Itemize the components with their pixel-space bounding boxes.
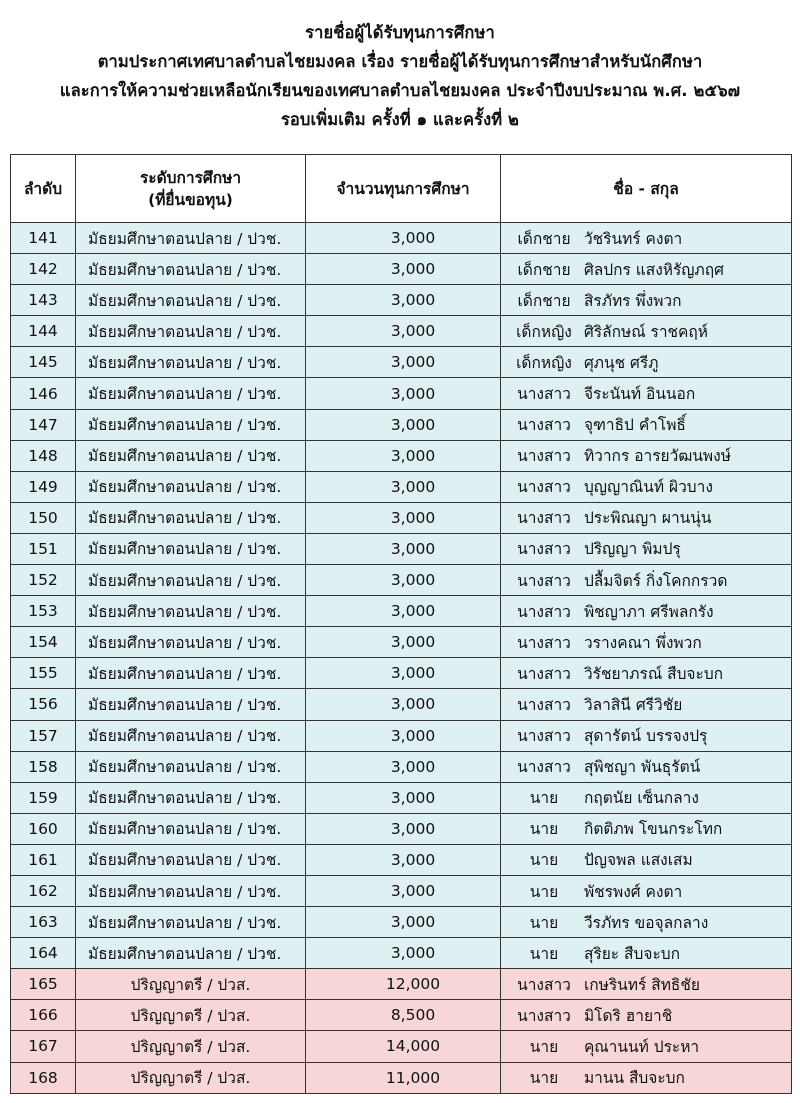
table-row [11,907,792,938]
row-full-name: มิโดริ ฮายาชิ [583,1006,673,1025]
table-row [11,533,792,564]
row-full-name: คุณานนท์ ประหา [583,1037,700,1056]
table-row [11,409,792,440]
row-amount-cell: 3,000 [306,378,501,409]
table-row [11,223,792,254]
row-name-prefix: นางสาว [517,509,571,528]
row-order-cell: 147 [11,409,76,440]
row-level-cell: มัธยมศึกษาตอนปลาย / ปวช. [76,316,306,347]
table-row [11,565,792,596]
row-amount-cell: 3,000 [306,782,501,813]
row-level-cell: มัธยมศึกษาตอนปลาย / ปวช. [76,596,306,627]
row-order-cell: 166 [11,1000,76,1031]
row-level-cell: มัธยมศึกษาตอนปลาย / ปวช. [76,471,306,502]
row-name-prefix: เด็กชาย [517,229,571,248]
row-name-cell [501,844,792,875]
table-row [11,689,792,720]
row-order-cell: 148 [11,440,76,471]
row-order-cell: 150 [11,502,76,533]
row-full-name: สุดารัตน์ บรรจงปรุ [583,727,708,746]
row-full-name: วีรภัทร ขอจุลกลาง [583,913,709,932]
row-name-prefix: นาย [529,789,559,808]
row-name-cell [501,1031,792,1062]
row-name-cell [501,875,792,906]
row-full-name: ปัญจพล แสงเสม [583,851,693,870]
row-name-cell [501,285,792,316]
column-header-level-line2: (ที่ยื่นขอทุน) [148,190,233,209]
row-full-name: ประพิณญา ผานนุ่น [583,509,712,528]
row-level-cell: ปริญญาตรี / ปวส. [76,1000,306,1031]
table-row [11,285,792,316]
row-name-prefix: นาย [529,1069,559,1088]
row-order-cell: 155 [11,658,76,689]
row-order-cell: 158 [11,751,76,782]
row-full-name: สุพิชญา พันธุรัตน์ [583,758,701,777]
table-row [11,316,792,347]
row-name-prefix: นางสาว [517,695,571,714]
row-name-prefix: เด็กชาย [517,260,571,279]
row-level-cell: มัธยมศึกษาตอนปลาย / ปวช. [76,347,306,378]
row-full-name: วิรัชยาภรณ์ สืบจะบก [583,664,724,683]
row-full-name: พิชญาภา ศรีพลกรัง [583,602,714,621]
row-level-cell: ปริญญาตรี / ปวส. [76,969,306,1000]
row-name-prefix: นาย [529,820,559,839]
row-level-cell: มัธยมศึกษาตอนปลาย / ปวช. [76,378,306,409]
row-order-cell: 145 [11,347,76,378]
row-amount-cell: 3,000 [306,658,501,689]
row-name-cell [501,720,792,751]
row-amount-cell: 8,500 [306,1000,501,1031]
table-row [11,596,792,627]
row-name-cell [501,596,792,627]
row-name-prefix: นางสาว [517,478,571,497]
row-full-name: จุฑาธิป คำโพธิ์ [583,416,686,435]
row-order-cell: 141 [11,223,76,254]
row-amount-cell: 3,000 [306,285,501,316]
row-name-prefix: เด็กหญิง [516,322,572,341]
column-header-order: ลำดับ [11,155,76,223]
row-name-prefix: นางสาว [517,975,571,994]
row-amount-cell: 3,000 [306,907,501,938]
announcement-detail-line: และการให้ความช่วยเหลือนักเรียนของเทศบาลตำบลไชยมงคล ประจำปีงบประมาณ พ.ศ. ๒๕๖๗ [59,81,741,100]
row-name-prefix: นางสาว [517,727,571,746]
table-row [11,347,792,378]
row-full-name: บุญญาณินท์ ผิวบาง [583,478,713,497]
row-full-name: สุริยะ สืบจะบก [583,944,680,963]
row-name-prefix: นาย [529,913,559,932]
table-row [11,720,792,751]
row-amount-cell: 3,000 [306,627,501,658]
row-amount-cell: 3,000 [306,502,501,533]
row-level-cell: ปริญญาตรี / ปวส. [76,1031,306,1062]
row-level-cell: มัธยมศึกษาตอนปลาย / ปวช. [76,627,306,658]
row-amount-cell: 3,000 [306,720,501,751]
scholarship-table [10,154,792,1094]
row-order-cell: 154 [11,627,76,658]
table-row [11,254,792,285]
row-amount-cell: 3,000 [306,813,501,844]
row-level-cell: มัธยมศึกษาตอนปลาย / ปวช. [76,533,306,564]
row-name-cell [501,751,792,782]
row-name-prefix: นาย [529,882,559,901]
row-amount-cell: 3,000 [306,533,501,564]
table-row [11,969,792,1000]
row-amount-cell: 3,000 [306,596,501,627]
row-name-prefix: เด็กหญิง [516,353,572,372]
row-name-prefix: นางสาว [517,447,571,466]
row-order-cell: 160 [11,813,76,844]
row-name-prefix: นางสาว [517,633,571,652]
row-name-prefix: นางสาว [517,385,571,404]
row-level-cell: มัธยมศึกษาตอนปลาย / ปวช. [76,720,306,751]
row-amount-cell: 3,000 [306,223,501,254]
row-level-cell: มัธยมศึกษาตอนปลาย / ปวช. [76,409,306,440]
table-row [11,502,792,533]
row-order-cell: 162 [11,875,76,906]
row-amount-cell: 3,000 [306,316,501,347]
row-name-prefix: นาย [529,1037,559,1056]
row-full-name: สิรภัทร พึ่งพวก [583,291,682,310]
table-row [11,938,792,969]
row-name-cell [501,565,792,596]
row-amount-cell: 3,000 [306,347,501,378]
row-order-cell: 156 [11,689,76,720]
row-order-cell: 161 [11,844,76,875]
row-name-cell [501,689,792,720]
row-full-name: ศิลปกร แสงหิรัญภฤศ [583,260,724,279]
column-header-level-line1: ระดับการศึกษา [139,168,242,187]
row-full-name: พัชรพงศ์ คงตา [583,882,683,901]
row-full-name: ปลื้มจิตร์ กิ่งโคกกรวด [583,571,728,590]
document-header [0,0,800,134]
row-order-cell: 153 [11,596,76,627]
row-full-name: กิตติภพ โขนกระโทก [583,820,723,839]
table-row [11,813,792,844]
table-row [11,844,792,875]
row-order-cell: 168 [11,1062,76,1093]
row-amount-cell: 3,000 [306,689,501,720]
row-name-cell [501,440,792,471]
row-level-cell: มัธยมศึกษาตอนปลาย / ปวช. [76,285,306,316]
row-level-cell: มัธยมศึกษาตอนปลาย / ปวช. [76,813,306,844]
row-full-name: ทิวากร อารยวัฒนพงษ์ [583,447,731,466]
row-level-cell: มัธยมศึกษาตอนปลาย / ปวช. [76,782,306,813]
row-full-name: จีระนันท์ อินนอก [583,385,696,404]
row-amount-cell: 3,000 [306,254,501,285]
row-full-name: วิลาสินี ศรีวิชัย [583,695,683,714]
row-full-name: ปริญญา พิมปรุ [583,540,681,559]
table-row [11,378,792,409]
row-name-cell [501,938,792,969]
row-name-prefix: เด็กชาย [517,291,571,310]
row-level-cell: มัธยมศึกษาตอนปลาย / ปวช. [76,907,306,938]
row-full-name: ศุภนุช ศรีภู [583,353,659,372]
row-name-cell [501,409,792,440]
row-name-cell [501,502,792,533]
row-order-cell: 165 [11,969,76,1000]
row-level-cell: มัธยมศึกษาตอนปลาย / ปวช. [76,254,306,285]
row-name-prefix: นางสาว [517,540,571,559]
scholarship-table-container [10,154,791,1094]
table-row [11,751,792,782]
row-order-cell: 167 [11,1031,76,1062]
row-name-prefix: นางสาว [517,1006,571,1025]
row-name-cell [501,316,792,347]
row-name-cell [501,533,792,564]
row-order-cell: 151 [11,533,76,564]
row-name-cell [501,347,792,378]
row-order-cell: 159 [11,782,76,813]
row-level-cell: มัธยมศึกษาตอนปลาย / ปวช. [76,440,306,471]
column-header-amount: จำนวนทุนการศึกษา [306,155,501,223]
row-level-cell: มัธยมศึกษาตอนปลาย / ปวช. [76,938,306,969]
row-order-cell: 149 [11,471,76,502]
row-amount-cell: 3,000 [306,440,501,471]
row-name-cell [501,471,792,502]
row-order-cell: 146 [11,378,76,409]
row-name-prefix: นาย [529,851,559,870]
row-amount-cell: 12,000 [306,969,501,1000]
row-amount-cell: 3,000 [306,938,501,969]
row-name-prefix: นางสาว [517,571,571,590]
table-row [11,1000,792,1031]
row-order-cell: 143 [11,285,76,316]
table-row [11,782,792,813]
row-amount-cell: 3,000 [306,565,501,596]
row-name-prefix: นางสาว [517,416,571,435]
row-level-cell: มัธยมศึกษาตอนปลาย / ปวช. [76,844,306,875]
row-order-cell: 164 [11,938,76,969]
row-full-name: กฤตนัย เซ็นกลาง [583,789,699,808]
row-name-prefix: นางสาว [517,664,571,683]
row-amount-cell: 3,000 [306,844,501,875]
row-name-prefix: นาย [529,944,559,963]
row-name-cell [501,378,792,409]
row-name-cell [501,782,792,813]
row-level-cell: ปริญญาตรี / ปวส. [76,1062,306,1093]
row-level-cell: มัธยมศึกษาตอนปลาย / ปวช. [76,565,306,596]
table-header-row [11,155,792,223]
row-name-cell [501,627,792,658]
row-name-cell [501,223,792,254]
table-row [11,471,792,502]
row-name-cell [501,969,792,1000]
row-name-cell [501,658,792,689]
row-name-cell [501,907,792,938]
row-level-cell: มัธยมศึกษาตอนปลาย / ปวช. [76,658,306,689]
row-name-prefix: นางสาว [517,602,571,621]
row-full-name: ศิริลักษณ์ ราชคฤห์ [583,322,709,341]
row-amount-cell: 11,000 [306,1062,501,1093]
table-row [11,627,792,658]
row-order-cell: 157 [11,720,76,751]
table-row [11,440,792,471]
row-level-cell: มัธยมศึกษาตอนปลาย / ปวช. [76,751,306,782]
row-amount-cell: 3,000 [306,875,501,906]
row-order-cell: 144 [11,316,76,347]
document-title: รายชื่อผู้ได้รับทุนการศึกษา [305,23,495,42]
row-name-cell [501,1000,792,1031]
row-full-name: มานน สืบจะบก [583,1069,685,1088]
round-line: รอบเพิ่มเติม ครั้งที่ ๑ และครั้งที่ ๒ [280,110,520,129]
row-name-prefix: นางสาว [517,758,571,777]
row-full-name: วรางคณา พึ่งพวก [583,633,702,652]
row-amount-cell: 3,000 [306,409,501,440]
row-level-cell: มัธยมศึกษาตอนปลาย / ปวช. [76,689,306,720]
row-name-cell [501,1062,792,1093]
row-amount-cell: 14,000 [306,1031,501,1062]
row-order-cell: 163 [11,907,76,938]
row-order-cell: 142 [11,254,76,285]
row-name-cell [501,254,792,285]
row-name-cell [501,813,792,844]
table-body [11,223,792,1094]
column-header-name: ชื่อ - สกุล [501,155,792,223]
row-level-cell: มัธยมศึกษาตอนปลาย / ปวช. [76,502,306,533]
row-level-cell: มัธยมศึกษาตอนปลาย / ปวช. [76,875,306,906]
row-order-cell: 152 [11,565,76,596]
table-row [11,1062,792,1093]
row-level-cell: มัธยมศึกษาตอนปลาย / ปวช. [76,223,306,254]
table-row [11,658,792,689]
row-full-name: เกษรินทร์ สิทธิชัย [583,975,700,994]
column-header-level [76,155,306,223]
announcement-line: ตามประกาศเทศบาลตำบลไชยมงคล เรื่อง รายชื่อผู้ได้รับทุนการศึกษาสำหรับนักศึกษา [97,52,703,71]
row-full-name: วัชรินทร์ คงตา [583,229,683,248]
table-row [11,1031,792,1062]
row-amount-cell: 3,000 [306,471,501,502]
row-amount-cell: 3,000 [306,751,501,782]
table-row [11,875,792,906]
